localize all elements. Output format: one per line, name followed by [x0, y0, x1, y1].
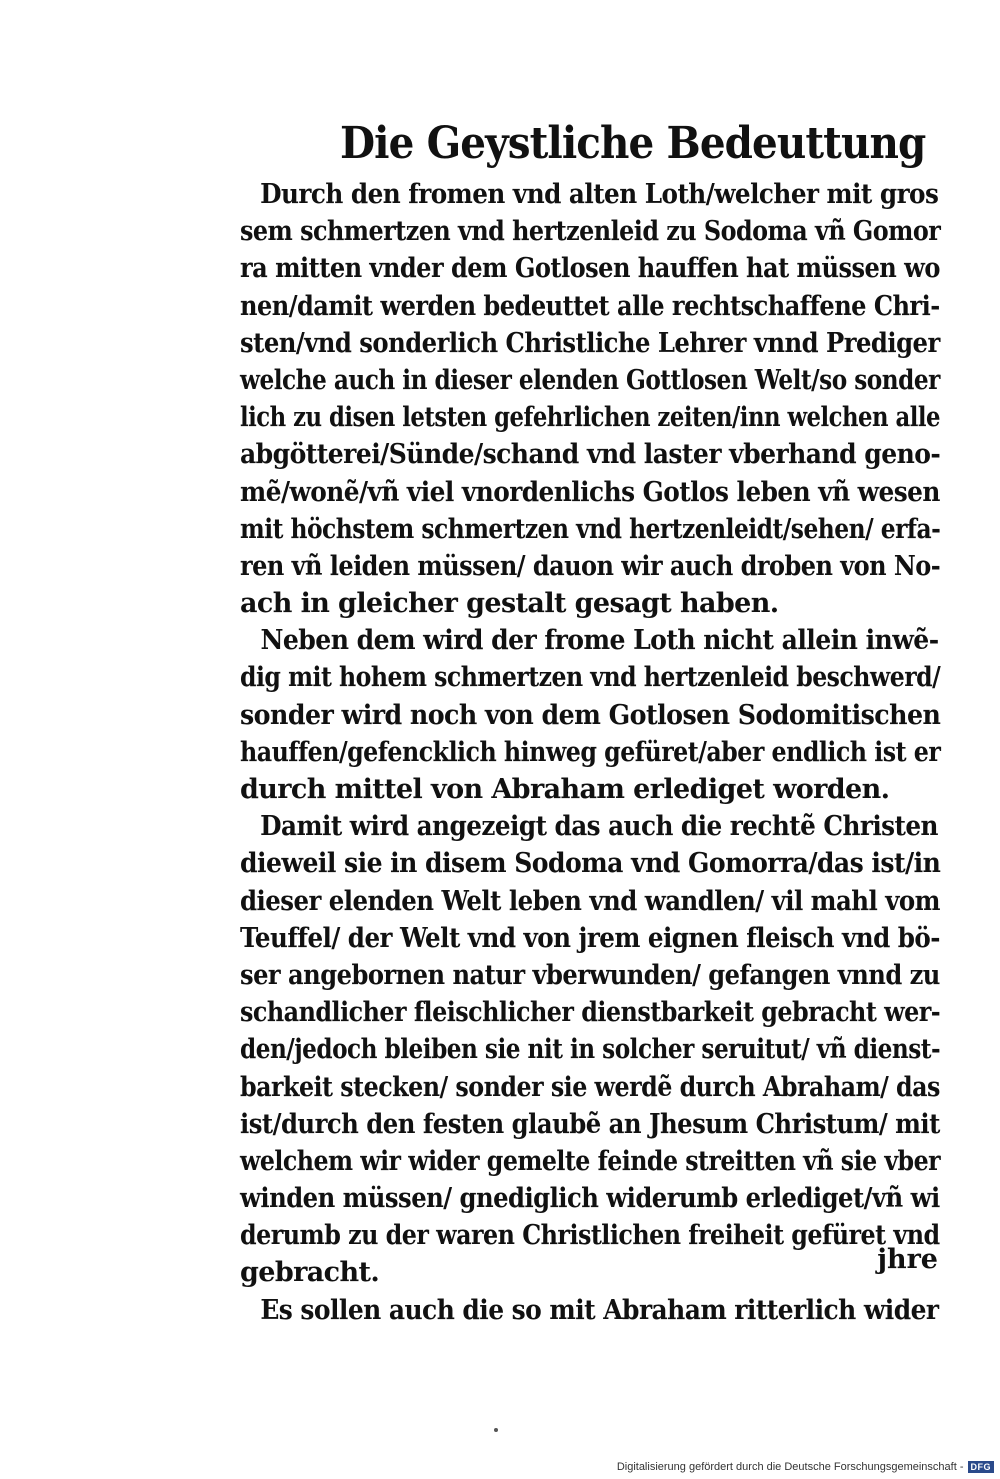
text-line: Damit wird angezeigt das auch die rechtẽ Christen	[260, 811, 938, 843]
text-line: mẽ/wonẽ/vñ viel vnordenlichs Gotlos leben vñ wesen	[240, 476, 940, 508]
text-line: Teuffel/ der Welt vnd von jrem eignen fleisch vnd bö-	[240, 922, 940, 954]
text-line: ra mitten vnder dem Gotlosen hauffen hat müssen wo	[240, 253, 940, 285]
text-line: Es sollen auch die so mit Abraham ritterlich wider	[260, 1294, 939, 1326]
text-line: gebracht.	[240, 1257, 380, 1289]
text-line: Neben dem wird der frome Loth nicht allein inwẽ-	[260, 625, 939, 657]
text-line: ist/durch den festen glaubẽ an Jhesum Christum/ mit	[240, 1108, 940, 1140]
text-line: abgötterei/Sünde/schand vnd laster vberhand geno-	[240, 439, 941, 471]
dfg-logo: DFG	[968, 1461, 995, 1473]
ink-mark	[494, 1428, 498, 1432]
page-heading: Die Geystliche Bedeuttung	[340, 118, 926, 169]
footer-text: Digitalisierung gefördert durch die Deutsche Forschungsgemeinschaft -	[616, 1461, 964, 1473]
footer	[617, 1461, 994, 1473]
text-line: ren vñ leiden müssen/ dauon wir auch droben von No-	[240, 550, 941, 582]
text-line: hauffen/gefencklich hinweg gefüret/aber endlich ist er	[240, 736, 941, 768]
text-line: ach in gleicher gestalt gesagt haben.	[240, 588, 779, 620]
text-line: dig mit hohem schmertzen vnd hertzenleid beschwerd/	[240, 662, 941, 694]
text-line: mit höchstem schmertzen vnd hertzenleidt/sehen/ erfa-	[240, 513, 941, 545]
text-line: barkeit stecken/ sonder sie werdẽ durch Abraham/ das	[240, 1071, 940, 1103]
text-line: dieweil sie in disem Sodoma vnd Gomorra/das ist/in	[240, 848, 941, 880]
text-line: nen/damit werden bedeuttet alle rechtschaffene Chri-	[240, 290, 940, 322]
text-line: schandlicher fleischlicher dienstbarkeit gebracht wer-	[240, 997, 941, 1029]
text-line: dieser elenden Welt leben vnd wandlen/ vil mahl vom	[240, 885, 940, 917]
text-line: sonder wird noch von dem Gotlosen Sodomitischen	[240, 699, 941, 731]
text-line: sten/vnd sonderlich Christliche Lehrer vnnd Prediger	[240, 327, 940, 359]
text-line: welchem wir wider gemelte feinde streitten vñ sie vber	[240, 1145, 941, 1177]
text-line: ser angebornen natur vberwunden/ gefangen vnnd zu	[240, 959, 940, 991]
text-line: winden müssen/ gnediglich widerumb erlediget/vñ wi	[240, 1183, 940, 1215]
text-line: sem schmertzen vnd hertzenleid zu Sodoma vñ Gomor	[240, 216, 941, 248]
text-line: durch mittel von Abraham erlediget worden.	[240, 774, 890, 805]
text-line: derumb zu der waren Christlichen freiheit gefüret vnd	[240, 1220, 940, 1252]
catchword: jhre	[877, 1244, 938, 1275]
body-text	[240, 176, 940, 1329]
text-line: Durch den fromen vnd alten Loth/welcher mit gros	[260, 179, 939, 210]
text-line: welche auch in dieser elenden Gottlosen Welt/so sonder	[240, 364, 940, 396]
text-line: den/jedoch bleiben sie nit in solcher seruitut/ vñ dienst-	[240, 1034, 941, 1066]
text-line: lich zu disen letsten gefehrlichen zeiten/inn welchen alle	[240, 402, 940, 434]
